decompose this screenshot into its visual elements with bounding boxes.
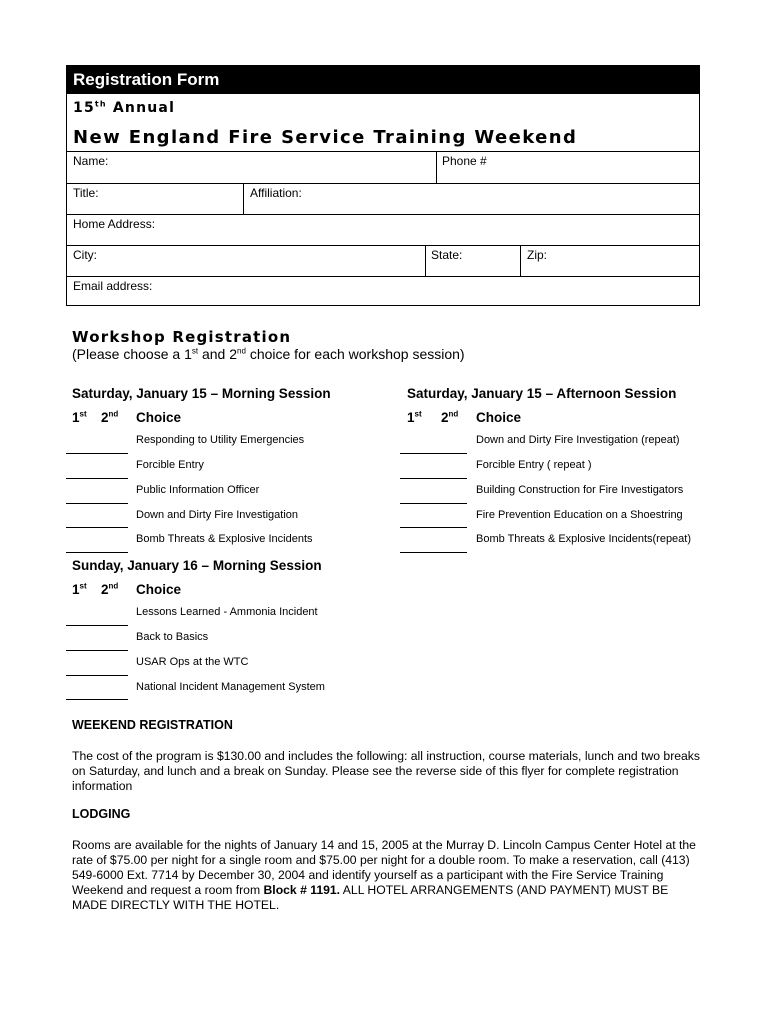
option-label: USAR Ops at the WTC	[136, 656, 249, 668]
col-sup: nd	[108, 581, 119, 591]
zip-field[interactable]: Zip:	[527, 248, 548, 262]
col-sup: st	[79, 581, 87, 591]
option-label: Bomb Threats & Explosive Incidents	[136, 533, 313, 545]
lodging-text	[72, 838, 704, 913]
name-field[interactable]: Name:	[73, 154, 109, 168]
registration-form-box	[66, 65, 700, 306]
phone-field[interactable]: Phone #	[442, 154, 487, 168]
choice-blank[interactable]	[66, 478, 128, 479]
choice-blank[interactable]	[400, 478, 467, 479]
row-divider	[67, 214, 699, 215]
email-field[interactable]: Email address:	[73, 279, 153, 293]
choice-blank[interactable]	[66, 625, 128, 626]
choice-blank[interactable]	[66, 675, 128, 676]
annual-number: 15	[73, 100, 95, 116]
session-title-sat-afternoon: Saturday, January 15 – Afternoon Session	[407, 386, 677, 401]
field-divider	[425, 245, 426, 276]
second-col-label: 2	[441, 410, 449, 425]
option-label: Public Information Officer	[136, 484, 260, 496]
field-divider	[436, 151, 437, 183]
choice-blank[interactable]	[66, 552, 128, 553]
row-divider	[67, 151, 699, 152]
choice-blank[interactable]	[66, 453, 128, 454]
choice-header	[407, 410, 422, 425]
workshop-subtitle	[72, 346, 465, 362]
choice-label: Choice	[476, 410, 522, 425]
choice-blank[interactable]	[66, 527, 128, 528]
option-label: Responding to Utility Emergencies	[136, 434, 305, 446]
annual-text: Annual	[112, 100, 176, 116]
weekend-text: The cost of the program is $130.00 and includes the following: all instruction, course materials, lunch and two breaks on Saturday, and lunch and a break on Sunday. Please see the reverse side of this flyer for complete registration information	[72, 749, 700, 793]
session-title-sun-morning: Sunday, January 16 – Morning Session	[72, 558, 322, 573]
choice-header	[101, 410, 118, 425]
lodging-text-part: ALL HOTEL ARRANGEMENTS (AND PAYMENT) MUST BE MADE DIRECTLY WITH THE HOTEL.	[72, 883, 669, 912]
choice-blank[interactable]	[66, 650, 128, 651]
choice-blank[interactable]	[66, 503, 128, 504]
option-label: Forcible Entry	[136, 459, 204, 471]
option-label: National Incident Management System	[136, 681, 325, 693]
choice-header	[441, 410, 458, 425]
row-divider	[67, 276, 699, 277]
workshop-title: Workshop Registration	[72, 328, 292, 346]
event-title: New England Fire Service Training Weekend	[73, 127, 578, 148]
option-label: Back to Basics	[136, 631, 209, 643]
first-col-label: 1	[72, 582, 80, 597]
lodging-block-number: Block # 1191.	[263, 883, 341, 897]
subtitle-part: (Please choose a 1	[72, 346, 192, 362]
affiliation-field[interactable]: Affiliation:	[250, 186, 302, 200]
lodging-text-part: Rooms are available for the nights of January 14 and 15, 2005 at the Murray D. Lincoln Campus Center Hotel at the rate of $75.00 per night for a single room and $75.00 per night for a double room. To make a reservation, call (413) 549-6000 Ext. 7714 by December 30, 2004 and identify yourself as a participant with the Fire Service Training Weekend and request a room from	[72, 838, 696, 897]
home-address-field[interactable]: Home Address:	[73, 217, 156, 231]
option-label: Down and Dirty Fire Investigation	[136, 509, 299, 521]
annual-line	[73, 100, 175, 116]
annual-suffix: th	[94, 99, 107, 109]
lodging-heading: LODGING	[72, 807, 131, 821]
option-label: Building Construction for Fire Investigators	[476, 484, 684, 496]
option-label: Bomb Threats & Explosive Incidents(repeat)	[476, 533, 692, 545]
option-label: Lessons Learned - Ammonia Incident	[136, 606, 318, 618]
field-divider	[243, 183, 244, 214]
choice-blank[interactable]	[66, 699, 128, 700]
choice-blank[interactable]	[400, 453, 467, 454]
title-field[interactable]: Title:	[73, 186, 99, 200]
second-col-label: 2	[101, 410, 109, 425]
option-label: Fire Prevention Education on a Shoestring	[476, 509, 683, 521]
choice-header	[72, 410, 87, 425]
city-field[interactable]: City:	[73, 248, 97, 262]
session-title-sat-morning: Saturday, January 15 – Morning Session	[72, 386, 331, 401]
second-col-label: 2	[101, 582, 109, 597]
row-divider	[67, 183, 699, 184]
option-label: Down and Dirty Fire Investigation (repeat)	[476, 434, 680, 446]
choice-blank[interactable]	[400, 552, 467, 553]
row-divider	[67, 245, 699, 246]
header-title: Registration Form	[73, 70, 220, 89]
first-col-label: 1	[72, 410, 80, 425]
choice-label: Choice	[136, 410, 182, 425]
weekend-heading: WEEKEND REGISTRATION	[72, 718, 233, 732]
col-sup: st	[79, 409, 87, 419]
first-col-label: 1	[407, 410, 415, 425]
choice-blank[interactable]	[400, 503, 467, 504]
subtitle-sup: nd	[237, 346, 246, 356]
option-label: Forcible Entry ( repeat )	[476, 459, 592, 471]
subtitle-part: choice for each workshop session)	[245, 346, 465, 362]
choice-blank[interactable]	[400, 527, 467, 528]
col-sup: nd	[108, 409, 119, 419]
col-sup: st	[414, 409, 422, 419]
choice-label: Choice	[136, 582, 182, 597]
subtitle-part: and 2	[198, 346, 238, 362]
subtitle-sup: st	[191, 346, 199, 356]
choice-header	[101, 582, 118, 597]
state-field[interactable]: State:	[431, 248, 463, 262]
choice-header	[72, 582, 87, 597]
col-sup: nd	[448, 409, 459, 419]
field-divider	[520, 245, 521, 276]
registration-form-header	[67, 66, 699, 94]
